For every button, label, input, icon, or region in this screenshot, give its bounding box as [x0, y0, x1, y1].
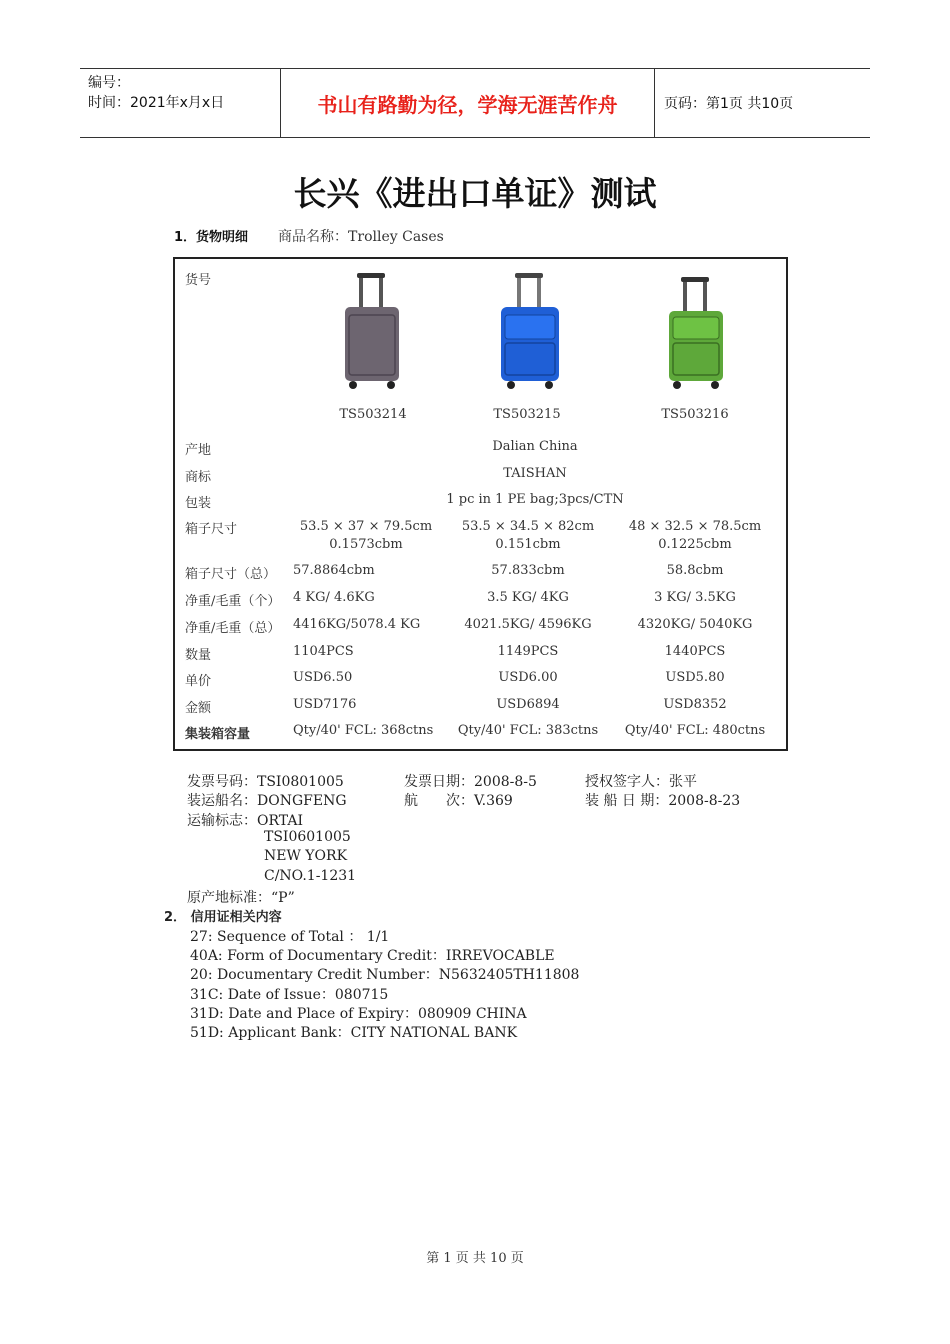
label-weight-each: 净重/毛重（个） — [185, 594, 281, 609]
weight-each: 3.5 KG/ 4KG — [487, 590, 569, 605]
weight-each: 3 KG/ 3.5KG — [654, 590, 736, 605]
quantity: 1440PCS — [664, 644, 726, 659]
unit-price: USD5.80 — [665, 670, 725, 685]
label-amount: 金额 — [185, 701, 212, 716]
label-box-size: 箱子尺寸 — [185, 522, 238, 537]
container-capacity: Qty/40' FCL: 368ctns — [293, 723, 434, 738]
box-cbm: 0.1225cbm — [658, 537, 732, 552]
suitcase-green-image — [657, 273, 733, 393]
signer: 授权签字人：张平 — [585, 774, 697, 790]
header-info — [88, 73, 278, 113]
quantity: 1104PCS — [293, 644, 354, 659]
lc-line: 40A: Form of Documentary Credit：IRREVOCABLE — [190, 948, 555, 964]
label-container: 集装箱容量 — [185, 727, 251, 742]
quantity: 1149PCS — [497, 644, 559, 659]
label-weight-total: 净重/毛重（总） — [185, 621, 281, 636]
origin-value: Dalian China — [492, 439, 578, 454]
weight-total: 4021.5KG/ 4596KG — [464, 617, 592, 632]
lc-line: 31C: Date of Issue：080715 — [190, 987, 389, 1003]
lc-line: 20: Documentary Credit Number：N5632405TH11808 — [190, 967, 580, 983]
product-name: 商品名称：Trolley Cases — [278, 229, 444, 245]
label-packing: 包装 — [185, 496, 212, 511]
weight-each: 4 KG/ 4.6KG — [293, 590, 375, 605]
lc-line: 31D: Date and Place of Expiry：080909 CHINA — [190, 1006, 527, 1022]
container-capacity: Qty/40' FCL: 480ctns — [624, 723, 766, 738]
suitcase-gray-image — [333, 273, 409, 393]
section2-heading: 2． 信用证相关内容 — [164, 910, 282, 925]
box-dims: 48 × 32.5 × 78.5cm — [628, 519, 762, 534]
invoice-no: 发票号码：TSI0801005 — [187, 774, 344, 790]
shipping-mark: C/NO.1-1231 — [264, 868, 357, 884]
box-size — [615, 518, 775, 554]
unit-price: USD6.00 — [498, 670, 558, 685]
section1-header — [174, 226, 444, 246]
box-total: 57.833cbm — [491, 563, 565, 578]
box-size — [455, 518, 601, 554]
page-label: 页码：第1页 共10页 — [664, 96, 794, 112]
unit-price: USD6.50 — [293, 670, 353, 685]
invoice-date: 发票日期：2008-8-5 — [404, 774, 537, 790]
label-origin: 产地 — [185, 443, 212, 458]
label-quantity: 数量 — [185, 648, 212, 663]
item-code: TS503216 — [661, 407, 729, 422]
divider — [654, 69, 655, 137]
label-unit-price: 单价 — [185, 674, 212, 689]
brand-value: TAISHAN — [503, 466, 567, 481]
ship-date: 装 船 日 期：2008-8-23 — [585, 793, 741, 809]
label-brand: 商标 — [185, 470, 212, 485]
page-title: 长兴《进出口单证》测试 — [293, 174, 657, 213]
box-total: 57.8864cbm — [293, 563, 375, 578]
box-cbm: 0.151cbm — [495, 537, 561, 552]
suitcase-blue-image — [491, 273, 567, 393]
amount: USD6894 — [496, 697, 560, 712]
code-label: 编号： — [88, 75, 130, 91]
weight-total: 4416KG/5078.4 KG — [293, 617, 421, 632]
page-header — [80, 68, 870, 138]
box-total: 58.8cbm — [666, 563, 724, 578]
shipping-mark: NEW YORK — [264, 848, 348, 864]
box-size — [281, 518, 451, 554]
origin-criterion: 原产地标准：“P” — [187, 890, 295, 906]
box-cbm: 0.1573cbm — [329, 537, 403, 552]
item-code: TS503214 — [339, 407, 407, 422]
amount: USD8352 — [663, 697, 727, 712]
page-footer: 第 1 页 共 10 页 — [426, 1251, 524, 1266]
item-code: TS503215 — [493, 407, 561, 422]
label-box-size-total: 箱子尺寸（总） — [185, 567, 277, 582]
weight-total: 4320KG/ 5040KG — [637, 617, 753, 632]
lc-line: 51D: Applicant Bank：CITY NATIONAL BANK — [190, 1025, 518, 1041]
shipping-marks-label: 运输标志：ORTAI — [187, 813, 303, 829]
section1-heading: 1．货物明细 — [174, 230, 249, 245]
label-item-no: 货号 — [185, 273, 212, 288]
voyage: 航 次：V.369 — [404, 793, 513, 809]
box-dims: 53.5 × 34.5 × 82cm — [461, 519, 595, 534]
time-label: 时间：2021年x月x日 — [88, 95, 225, 111]
box-dims: 53.5 × 37 × 79.5cm — [299, 519, 433, 534]
shipping-mark: TSI0601005 — [264, 829, 351, 845]
packing-value: 1 pc in 1 PE bag;3pcs/CTN — [446, 492, 624, 507]
lc-line: 27: Sequence of Total ： 1/1 — [190, 929, 390, 945]
vessel: 装运船名：DONGFENG — [187, 793, 347, 809]
amount: USD7176 — [293, 697, 357, 712]
motto: 书山有路勤为径，学海无涯苦作舟 — [317, 92, 618, 117]
container-capacity: Qty/40' FCL: 383ctns — [457, 723, 599, 738]
goods-table — [173, 257, 788, 751]
